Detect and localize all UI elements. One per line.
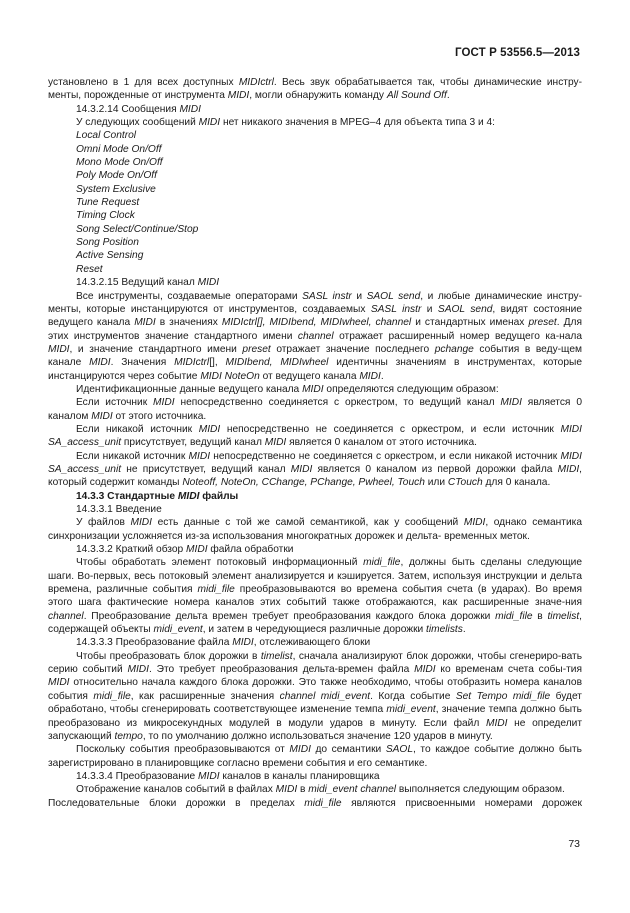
italic-term: pchange	[434, 343, 474, 355]
text-run: . Это требует преобразования дельта-времен файла	[149, 664, 415, 676]
italic-term: midi_file	[363, 557, 401, 569]
italic-term: Noteoff, NoteOn, CChange, PChange, Pwheel, Touch	[182, 477, 425, 489]
italic-term: preset	[528, 317, 557, 329]
text-run: , видят состояние ведущего канала	[48, 303, 582, 329]
paragraph	[48, 743, 582, 770]
paragraph	[48, 209, 582, 222]
paragraph	[48, 543, 582, 556]
text-run: . Для этих инструментов значение стандартного имени	[48, 317, 582, 342]
paragraph	[48, 450, 582, 490]
text-run: определяются следующим образом:	[323, 383, 499, 395]
text-run: , значение темпа должно быть преобразовано из микросекундных модулей в модули ударов в минуту. Если файл	[48, 704, 582, 729]
text-run: 14.3.2.15 Ведущий канал	[76, 277, 198, 289]
text-run: присутствует, ведущий канал	[121, 437, 265, 449]
text-run: отражает расширенный номер ведущего ка-нала	[333, 330, 582, 342]
text-run: от этого источника.	[112, 410, 207, 422]
italic-term: MIDI	[197, 277, 220, 289]
text-run: , сначала анализируют блок дорожки, чтобы сгенериро-вать серию событий	[48, 650, 583, 676]
text-run: , то по умолчанию должно использоваться значение 120 ударов в минуту.	[142, 730, 493, 742]
text-run: , однако семантика синхронизации усложняется из-за использования многократных дорожек и дельта- временных меток.	[48, 517, 582, 542]
text-run: непосредственно не соединяется с оркестром, и если источник	[220, 423, 561, 435]
italic-term: Tune Request	[76, 197, 140, 209]
italic-term: MIDI	[89, 357, 111, 369]
paragraph	[48, 156, 582, 169]
italic-term: midi_event channel	[308, 784, 397, 796]
italic-term: timelist	[260, 650, 293, 662]
text-run: до семантики	[310, 744, 386, 756]
text-run: есть данные с той же самой семантикой, как у сообщений	[152, 517, 464, 529]
italic-term: channel	[297, 330, 334, 342]
italic-term: preset	[242, 343, 271, 355]
italic-term: MIDI	[557, 463, 580, 475]
italic-term: channel	[48, 610, 84, 622]
italic-term: MIDI	[275, 784, 298, 796]
italic-term: midi_file	[197, 584, 235, 596]
italic-term: Omni Mode On/Off	[76, 143, 162, 155]
text-run: Поскольку события преобразовываются от	[76, 744, 290, 756]
italic-term: Set Tempo midi_file	[455, 690, 551, 702]
italic-term: MIDI	[130, 517, 152, 529]
text-run: . Преобразование дельта времен требует преобразования каждого блока дорожки	[83, 610, 496, 622]
text-run: относительно начала каждого блока дорожки. Это также необходимо, чтобы отобразить номера каналов события	[48, 677, 582, 702]
italic-term: CTouch	[447, 477, 483, 489]
italic-term: MIDI SA_access_unit	[48, 423, 582, 449]
text-run: файлы	[199, 490, 239, 502]
text-run: непосредственно не соединяется с оркестром, и если никакой источник	[210, 450, 561, 462]
text-run: будет обработано, чтобы сгенерировать соответствующее изменение темпа	[48, 690, 582, 716]
text-run: 14.3.3.1 Введение	[76, 504, 162, 515]
italic-term: System Exclusive	[76, 183, 156, 195]
italic-term: timelist	[547, 610, 580, 622]
text-run: .	[446, 90, 450, 102]
paragraph	[48, 249, 582, 262]
document-body	[48, 76, 582, 810]
text-run: и стандартных именах	[411, 317, 529, 329]
paragraph	[48, 503, 582, 516]
italic-term: MIDI SA_access_unit	[48, 450, 582, 475]
text-run: , должны быть сделаны следующие шаги. Во-первых, весь потоковый элемент анализируется и кэшируется. Затем, используя инструкции и дельта времена, различные события	[48, 557, 582, 596]
paragraph	[48, 516, 582, 543]
text-run: , и любые динамические инстру-менты, которые инстанцируются от инструментов, создаваемых	[48, 290, 582, 315]
paragraph	[48, 423, 582, 450]
text-run: . Когда событие	[370, 690, 456, 702]
document-header-standard-id: ГОСТ Р 53556.5—2013	[455, 47, 580, 59]
paragraph	[48, 276, 582, 289]
italic-term: midi_event	[386, 704, 436, 716]
italic-term: MIDI	[289, 744, 311, 756]
italic-term: MIDI	[227, 90, 250, 102]
text-run: является 0 каналом от этого источника.	[286, 437, 477, 449]
paragraph	[48, 236, 582, 249]
italic-term: MIDIbend, MIDIwheel	[225, 357, 329, 369]
italic-term: midi_event	[153, 624, 203, 636]
text-run: , который содержит команды	[48, 463, 582, 489]
italic-term: SAOL send	[437, 303, 493, 315]
text-run: или	[424, 477, 448, 489]
text-run: . Значения	[110, 357, 175, 369]
italic-term: MIDI	[48, 677, 70, 689]
text-run: Идентификационные данные ведущего канала	[76, 383, 303, 395]
text-run: , и значение стандартного имени	[69, 343, 243, 355]
italic-term: All Sound Off	[386, 90, 447, 102]
text-run: и	[351, 290, 367, 302]
text-run: .	[462, 624, 466, 636]
paragraph	[48, 129, 582, 142]
text-run: , как расширенные значения	[130, 690, 280, 702]
text-run: 14.3.3.4 Преобразование	[76, 770, 199, 782]
paragraph	[48, 196, 582, 209]
paragraph	[48, 797, 582, 810]
italic-term: SASL instr	[370, 303, 422, 315]
text-run: , содержащей объекты	[48, 610, 583, 636]
italic-term: MIDI	[500, 397, 522, 409]
italic-term: MIDIctrl	[174, 357, 210, 369]
italic-term: tempo	[114, 730, 143, 742]
text-run: Чтобы обработать элемент потоковый информационный	[76, 557, 364, 569]
text-run: преобразовываются во времена события счета (в ударах). Во время этого шага фактические номера каналов этих событий также отображаются, как расширенные значе-ния	[48, 584, 582, 609]
italic-term: MIDI	[485, 717, 508, 729]
page-number: 73	[568, 838, 580, 850]
italic-term: MIDI	[359, 370, 381, 382]
italic-term: Poly Mode On/Off	[76, 170, 157, 182]
italic-term: SAOL send	[366, 290, 421, 302]
italic-term: channel midi_event	[279, 690, 371, 702]
text-run: 14.3.3 Стандартные	[76, 490, 178, 502]
italic-term: MIDI	[48, 343, 70, 355]
paragraph	[48, 143, 582, 156]
paragraph	[48, 396, 582, 423]
italic-term: midi_file	[304, 797, 342, 809]
paragraph	[48, 290, 582, 383]
italic-term: MIDI	[127, 664, 149, 676]
text-run: в значениях	[155, 317, 222, 329]
paragraph	[48, 103, 582, 116]
text-run: идентичны значениям в инструментах, которые инстанцируются через событие	[48, 357, 582, 382]
text-run: Если источник	[76, 397, 154, 409]
text-run: .	[380, 370, 384, 382]
text-run: события в веду-щем канале	[48, 343, 582, 369]
paragraph	[48, 223, 582, 236]
text-run: является 0 каналом	[48, 397, 582, 422]
text-run: Последовательные блоки дорожки в пределах	[48, 797, 305, 809]
text-run: каналов в каналы планировщика	[219, 770, 380, 782]
text-run: являются присвоенными номерами дорожек	[341, 797, 582, 809]
italic-term: timelists	[426, 624, 463, 636]
italic-term: MIDI	[414, 664, 436, 676]
text-run: не присутствует, ведущий канал	[121, 463, 291, 475]
text-run: в	[532, 610, 548, 622]
italic-term: Active Sensing	[76, 250, 144, 262]
italic-term: SAOL	[385, 744, 413, 756]
text-run: Отображение каналов событий в файлах	[76, 784, 276, 796]
text-run: является 0 каналом из первой дорожки файла	[312, 463, 558, 475]
italic-term: MIDI	[177, 490, 200, 502]
text-run: , то каждое событие должно быть зарегистрировано в планировщике согласно времени события и его семантике.	[48, 744, 582, 769]
italic-term: MIDI NoteOn	[200, 370, 260, 382]
italic-term: MIDI	[198, 117, 221, 129]
italic-term: MIDI	[198, 423, 221, 435]
text-run: ко временам счета собы-тия	[435, 664, 582, 676]
paragraph	[48, 383, 582, 396]
italic-term: MIDI	[186, 544, 208, 556]
text-run: У файлов	[76, 517, 131, 529]
italic-term: MIDI	[463, 517, 486, 529]
text-run: и	[421, 303, 438, 315]
text-run: [],	[209, 357, 226, 369]
italic-term: MIDI	[188, 450, 211, 462]
italic-term: MIDI	[302, 383, 324, 395]
paragraph	[48, 116, 582, 129]
text-run: непосредственно соединяется с оркестром, то ведущий канал	[174, 397, 501, 409]
italic-term: MIDIctrl[], MIDIbend, MIDIwheel, channel	[221, 317, 412, 329]
text-run: файла обработки	[207, 544, 294, 556]
italic-term: MIDI	[232, 637, 254, 649]
text-run: от ведущего канала	[259, 370, 360, 382]
italic-term: Local Control	[76, 130, 137, 142]
italic-term: MIDI	[290, 463, 313, 475]
paragraph	[48, 636, 582, 649]
paragraph	[48, 263, 582, 276]
text-run: нет никакого значения в MPEG–4 для объекта типа 3 и 4:	[220, 117, 496, 129]
text-run: Чтобы преобразовать блок дорожки в	[76, 650, 261, 662]
paragraph	[48, 783, 582, 796]
italic-term: MIDI	[198, 770, 220, 782]
italic-term: MIDI	[91, 410, 113, 422]
text-run: выполняется следующим образом.	[396, 784, 565, 796]
text-run: . Весь звук обрабатывается так, чтобы динамические инстру-менты, порожденные от инструмента	[48, 77, 582, 102]
italic-term: SASL instr	[302, 290, 352, 302]
paragraph	[48, 650, 582, 743]
text-run: , могли обнаружить команду	[249, 90, 387, 102]
italic-term: midi_file	[93, 690, 131, 702]
italic-term: MIDI	[153, 397, 175, 409]
text-run: 14.3.2.14 Сообщения	[76, 103, 180, 115]
paragraph	[48, 169, 582, 182]
italic-term: MIDI	[264, 437, 287, 449]
text-run: Если никакой источник	[76, 423, 199, 435]
text-run: Все инструменты, создаваемые операторами	[76, 290, 303, 302]
paragraph	[48, 490, 582, 503]
paragraph	[48, 556, 582, 636]
italic-term: MIDI	[179, 103, 201, 115]
paragraph	[48, 76, 582, 103]
text-run: для 0 канала.	[482, 477, 551, 489]
text-run: в	[297, 784, 309, 796]
text-run: Если никакой источник	[76, 450, 189, 462]
paragraph	[48, 183, 582, 196]
italic-term: MIDIctrl	[238, 77, 274, 88]
text-run: , отслеживающего блоки	[253, 637, 371, 649]
italic-term: Mono Mode On/Off	[76, 157, 163, 169]
italic-term: Reset	[76, 263, 103, 275]
italic-term: Song Select/Continue/Stop	[76, 223, 199, 235]
italic-term: Timing Clock	[76, 210, 135, 222]
italic-term: midi_file	[495, 610, 533, 622]
italic-term: Song Position	[76, 237, 139, 249]
text-run: установлено в 1 для всех доступных	[48, 77, 239, 88]
text-run: не определит запускающий	[48, 717, 582, 742]
text-run: отражает значение последнего	[270, 343, 435, 355]
text-run: , и затем в чередующиеся различные дорожки	[202, 624, 427, 636]
text-run: 14.3.3.2 Краткий обзор	[76, 544, 187, 556]
text-run: 14.3.3.3 Преобразование файла	[76, 637, 233, 649]
italic-term: MIDI	[134, 317, 156, 329]
paragraph	[48, 770, 582, 783]
text-run: У следующих сообщений	[76, 117, 199, 129]
